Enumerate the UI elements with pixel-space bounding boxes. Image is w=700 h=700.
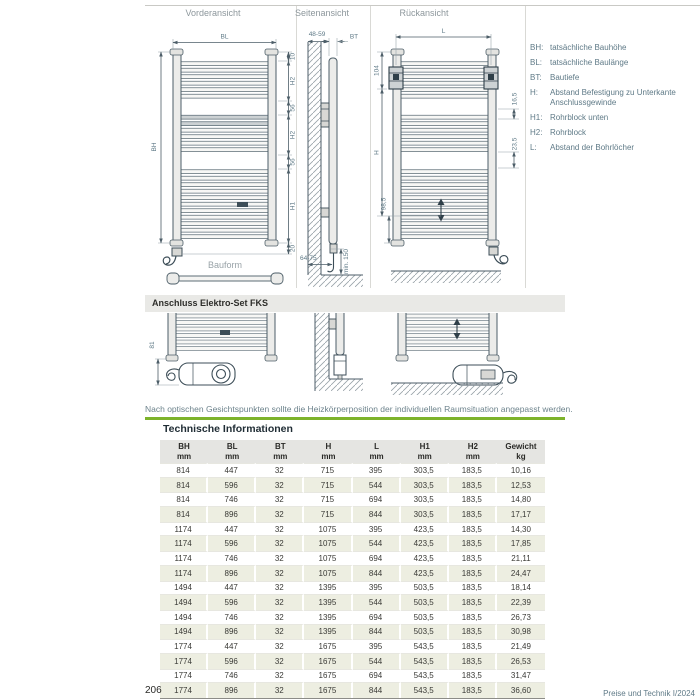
- elektro-set-header: Anschluss Elektro-Set FKS: [145, 295, 565, 312]
- table-row: 814 746 32 715 694 303,5 183,5 14,80: [160, 492, 545, 507]
- table-header-cell: Gewicht kg: [505, 442, 537, 461]
- elektro-rear-drawing: [391, 313, 517, 395]
- power-cable-side: [328, 253, 334, 272]
- bauform-label: Bauform: [207, 260, 243, 270]
- rear-view-drawing: [374, 28, 520, 283]
- dim-label-48-59: 48-59: [308, 31, 326, 38]
- legend-key: L:: [530, 143, 537, 152]
- tube-profile: [177, 276, 273, 281]
- table-row: 814 896 32 715 844 303,5 183,5 17,17: [160, 507, 545, 522]
- legend-text: Bautiefe: [550, 73, 580, 82]
- power-cable: [503, 372, 517, 384]
- legend-item: [530, 113, 698, 123]
- wall-bracket-lower: [321, 208, 329, 217]
- dim-label-23-5: 23,5: [511, 137, 519, 151]
- table-row: 1174 447 32 1075 395 423,5 183,5 14,30: [160, 522, 545, 537]
- dim-label-64-75: 64-75: [300, 255, 317, 262]
- wall-hatch: [315, 313, 329, 391]
- heating-element-side: [330, 244, 337, 253]
- legend-text: Abstand Befestigung zu Unterkante Anschlussgewinde: [550, 88, 676, 107]
- elektro-side-drawing: [315, 313, 363, 391]
- dim-label-81: 81: [149, 341, 156, 349]
- legend-item: [530, 58, 698, 68]
- legend-text: tatsächliche Bauhöhe: [550, 43, 627, 52]
- legend-text: tatsächliche Baulänge: [550, 58, 629, 67]
- front-view-drawing: [151, 34, 297, 285]
- table-header-cell: BL mm: [225, 442, 240, 461]
- fks-unit-rear: [453, 365, 503, 385]
- table-row: 814 596 32 715 544 303,5 183,5 12,53: [160, 478, 545, 493]
- dim-label-20: 20: [289, 244, 297, 253]
- legend-item: [530, 88, 698, 108]
- table-row: 1494 746 32 1395 694 503,5 183,5 26,73: [160, 610, 545, 625]
- floor-hatch: [329, 379, 363, 391]
- dim-label-104: 104: [373, 65, 381, 76]
- dim-label-bt: BT: [349, 33, 359, 41]
- dim-label-min-150: min. 150: [343, 249, 350, 274]
- table-row: 1774 746 32 1675 694 543,5 183,5 31,47: [160, 669, 545, 684]
- radiator-tube-right: [268, 52, 276, 243]
- table-header-cell: L mm: [369, 442, 384, 461]
- table-header-cell: BH mm: [176, 442, 192, 461]
- table-row: 1774 896 32 1675 844 543,5 183,5 36,60: [160, 683, 545, 698]
- dim-label-56: 56: [289, 104, 297, 112]
- radiator-profile: [329, 58, 337, 244]
- legend-key: H:: [530, 88, 538, 97]
- fks-unit-side: [334, 355, 346, 375]
- dim-label-bh: BH: [151, 142, 158, 152]
- table-body: [160, 463, 545, 698]
- table-header-cell: H2 mm: [465, 442, 480, 461]
- page-number: 206: [145, 685, 162, 696]
- table-row: 1494 596 32 1395 544 503,5 183,5 22,39: [160, 595, 545, 610]
- legend-key: BH:: [530, 43, 544, 52]
- table-row: 1774 596 32 1675 544 543,5 183,5 26,53: [160, 654, 545, 669]
- dim-label-h2: H2: [289, 130, 297, 140]
- floor-hatch: [391, 271, 501, 283]
- wall-bracket: [321, 103, 329, 127]
- side-view-drawing: [300, 31, 363, 287]
- table-row: 1494 447 32 1395 395 503,5 183,5 18,14: [160, 581, 545, 596]
- dim-label-l: L: [441, 28, 446, 35]
- dim-label-bl: BL: [220, 33, 229, 41]
- rear-view-title: Rückansicht: [399, 8, 449, 18]
- legend-key: BL:: [530, 58, 543, 67]
- brand-logo-sticker: [220, 330, 230, 335]
- table-title: Technische Informationen: [163, 423, 293, 435]
- legend-key: H1:: [530, 113, 543, 122]
- floor-hatch: [391, 383, 503, 395]
- dim-label-10: 10: [289, 52, 297, 61]
- legend-text: Abstand der Bohrlöcher: [550, 143, 635, 152]
- table-header-cell: H1 mm: [417, 442, 432, 461]
- accent-rule: [145, 417, 565, 420]
- dim-label-98-5: 98,5: [380, 197, 388, 211]
- legend-text: Rohrblock: [550, 128, 587, 137]
- power-cable: [494, 255, 508, 264]
- table-row: 1494 896 32 1395 844 503,5 183,5 30,98: [160, 625, 545, 640]
- technical-drawing-elektro: [145, 313, 700, 400]
- power-cable: [167, 369, 179, 380]
- front-view-title: Vorderansicht: [185, 8, 241, 18]
- power-cable: [163, 256, 176, 265]
- legend-item: [530, 128, 698, 138]
- table-header: [160, 440, 545, 463]
- wall-connector: [329, 319, 336, 329]
- dimension-legend: [530, 43, 698, 158]
- legend-text: Rohrblock unten: [550, 113, 609, 122]
- dim-label-h1: H1: [289, 201, 297, 211]
- bottom-rule: [160, 698, 545, 699]
- dim-label-16-5: 16,5: [511, 92, 519, 106]
- legend-item: [530, 73, 698, 83]
- radiator-tube-left: [173, 52, 181, 243]
- table-header-cell: H mm: [321, 442, 336, 461]
- table-row: 814 447 32 715 395 303,5 183,5 10,16: [160, 463, 545, 478]
- brand-logo-sticker: [237, 202, 248, 207]
- table-row: 1174 896 32 1075 844 423,5 183,5 24,47: [160, 566, 545, 581]
- legend-key: H2:: [530, 128, 543, 137]
- legend-item: [530, 43, 698, 53]
- legend-item: [530, 143, 698, 153]
- table-row: 1174 596 32 1075 544 423,5 183,5 17,85: [160, 536, 545, 551]
- legend-key: BT:: [530, 73, 542, 82]
- dim-label-h2: H2: [289, 76, 297, 86]
- heating-element: [172, 248, 182, 256]
- wall-hatch: [308, 42, 321, 275]
- dim-label-56: 56: [289, 158, 297, 166]
- table-row: 1774 447 32 1675 395 543,5 183,5 21,49: [160, 639, 545, 654]
- heating-element: [489, 247, 498, 255]
- table-row: 1174 746 32 1075 694 423,5 183,5 21,11: [160, 551, 545, 566]
- dim-label-h: H: [373, 150, 381, 155]
- footer-catalog-label: Preise und Technik I/2024: [603, 689, 695, 698]
- table-header-cell: BT mm: [273, 442, 288, 461]
- side-view-title: Seitenansicht: [294, 8, 350, 18]
- elektro-front-drawing: [149, 313, 277, 385]
- position-note: Nach optischen Gesichtspunkten sollte die Heizkörperposition der individuellen Raumsituation angepasst werden.: [145, 404, 573, 414]
- floor-hatch: [308, 275, 363, 287]
